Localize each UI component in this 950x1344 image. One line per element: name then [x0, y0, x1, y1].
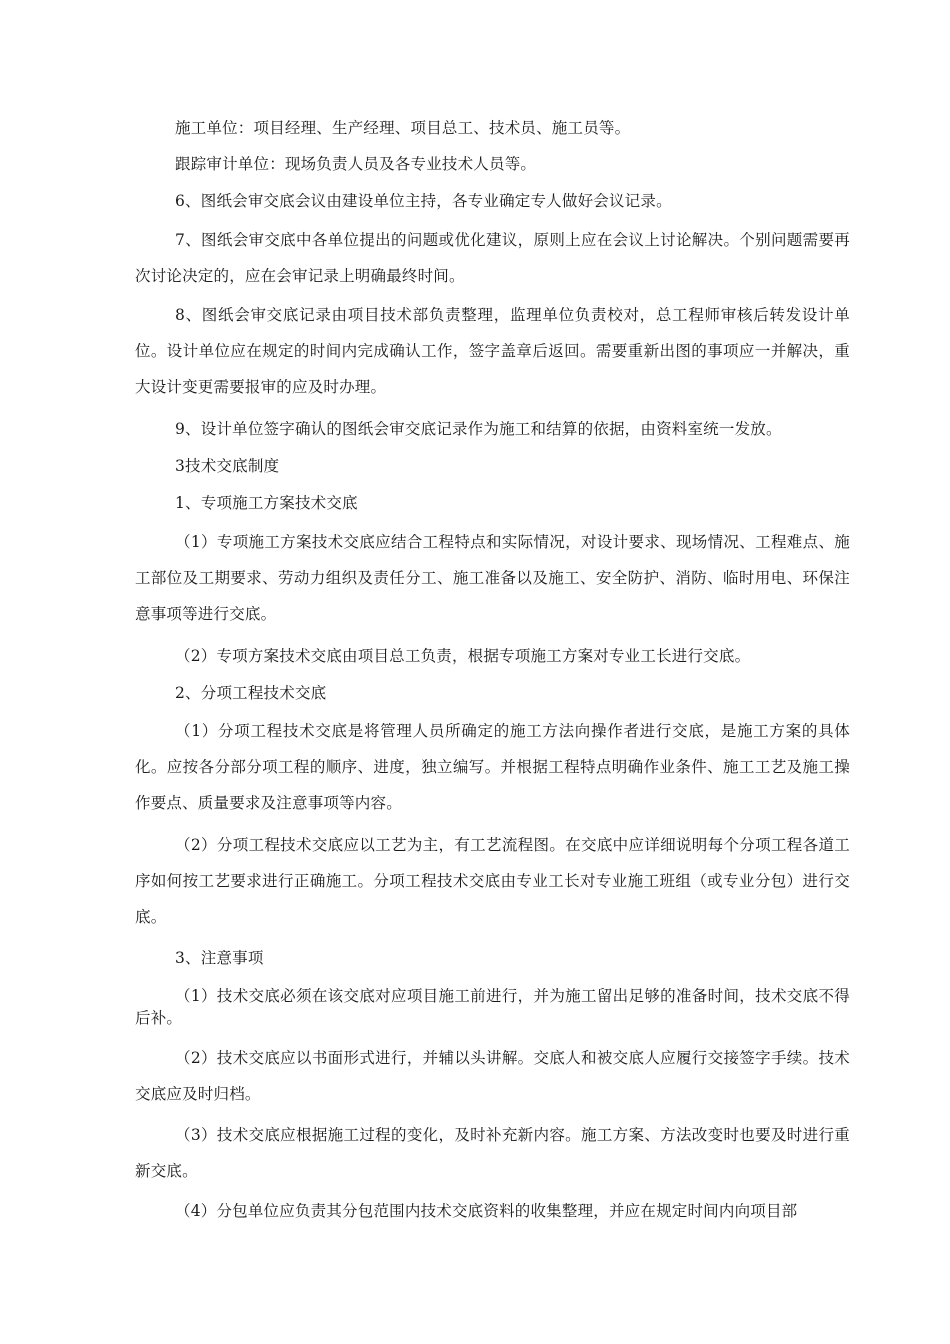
paragraph-item-7: 7、图纸会审交底中各单位提出的问题或优化建议，原则上应在会议上讨论解决。个别问题需要再次讨论决定的，应在会审记录上明确最终时间。	[135, 231, 850, 285]
paragraph-note-3: （3）技术交底应根据施工过程的变化，及时补充新内容。施工方案、方法改变时也要及时进行重新交底。	[135, 1126, 850, 1180]
subheading-special-plan-disclosure: 1、专项施工方案技术交底	[175, 494, 358, 512]
paragraph-item-8: 8、图纸会审交底记录由项目技术部负责整理，监理单位负责校对，总工程师审核后转发设计单位。设计单位应在规定的时间内完成确认工作，签字盖章后返回。需要重新出图的事项应一并解决，重大设计变更需要报审的应及时办理。	[135, 306, 850, 396]
subheading-notes: 3、注意事项	[175, 949, 264, 967]
paragraph-sub-item-1: （1）分项工程技术交底是将管理人员所确定的施工方法向操作者进行交底，是施工方案的具体化。应按各分部分项工程的顺序、进度，独立编写。并根据工程特点明确作业条件、施工工艺及施工操作要点、质量要求及注意事项等内容。	[135, 722, 850, 812]
paragraph-item-9: 9、设计单位签字确认的图纸会审交底记录作为施工和结算的依据，由资料室统一发放。	[175, 420, 782, 438]
paragraph-note-2: （2）技术交底应以书面形式进行，并辅以头讲解。交底人和被交底人应履行交接签字手续。技术交底应及时归档。	[135, 1049, 850, 1103]
section-heading-technical-disclosure: 3技术交底制度	[175, 457, 280, 475]
paragraph-special-plan-2: （2）专项方案技术交底由项目总工负责，根据专项施工方案对专业工长进行交底。	[175, 647, 751, 665]
paragraph-special-plan-1: （1）专项施工方案技术交底应结合工程特点和实际情况，对设计要求、现场情况、工程难点、施工部位及工期要求、劳动力组织及责任分工、施工准备以及施工、安全防护、消防、临时用电、环保注意事项等进行交底。	[135, 533, 850, 623]
paragraph-sub-item-2: （2）分项工程技术交底应以工艺为主，有工艺流程图。在交底中应详细说明每个分项工程各道工序如何按工艺要求进行正确施工。分项工程技术交底由专业工长对专业施工班组（或专业分包）进行交底。	[135, 836, 850, 926]
paragraph-audit-unit: 跟踪审计单位：现场负责人员及各专业技术人员等。	[175, 155, 537, 173]
paragraph-item-6: 6、图纸会审交底会议由建设单位主持，各专业确定专人做好会议记录。	[175, 192, 672, 210]
paragraph-construction-unit: 施工单位：项目经理、生产经理、项目总工、技术员、施工员等。	[175, 119, 631, 137]
paragraph-note-1: （1）技术交底必须在该交底对应项目施工前进行，并为施工留出足够的准备时间，技术交底不得后补。	[135, 987, 850, 1027]
paragraph-note-4: （4）分包单位应负责其分包范围内技术交底资料的收集整理，并应在规定时间内向项目部	[175, 1202, 798, 1220]
subheading-sub-item-disclosure: 2、分项工程技术交底	[175, 684, 327, 702]
